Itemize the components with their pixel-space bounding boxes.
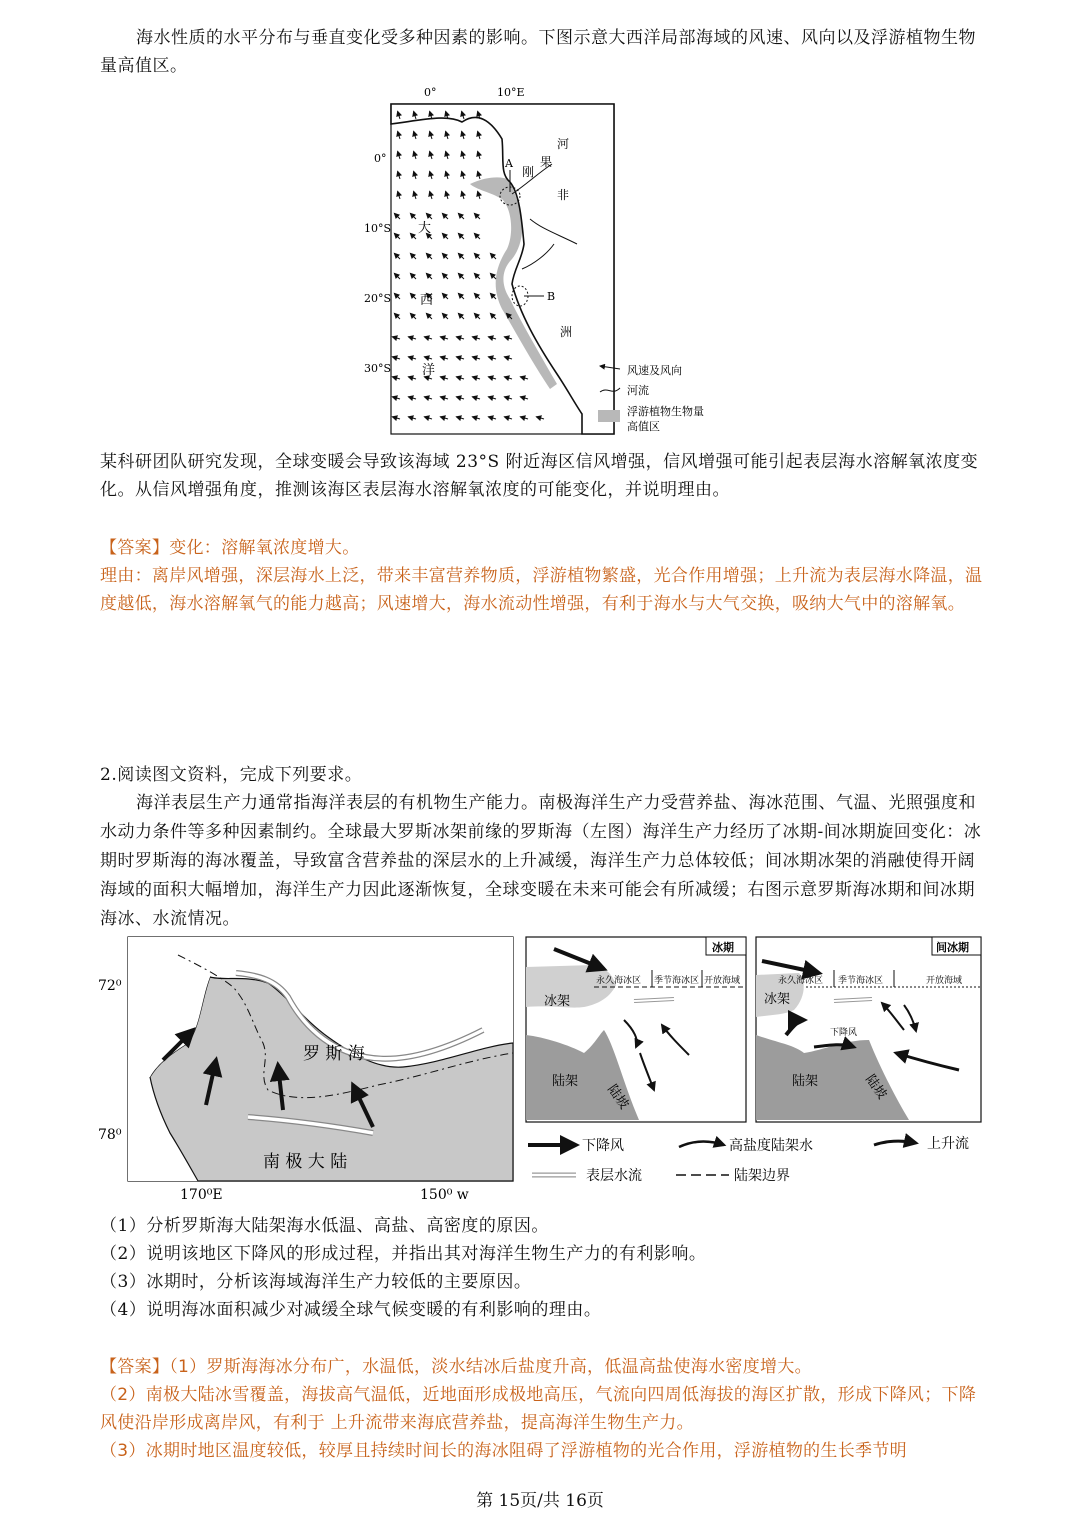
panel-glacial-title: 冰期 — [712, 941, 734, 954]
point-a-label: A — [505, 157, 513, 170]
land-label-2: 非 — [557, 188, 570, 202]
legend-saline-label: 高盐度陆架水 — [729, 1138, 813, 1154]
interglacial-ice-shelf-label: 冰架 — [764, 992, 791, 1007]
lat-label-72: 72⁰ — [98, 978, 122, 994]
lat-label-20s: 20°S — [364, 292, 392, 305]
lat-label-78: 78⁰ — [98, 1127, 122, 1143]
glacial-zone3: 开放海域 — [704, 976, 741, 986]
glacial-zone2: 季节海冰区 — [654, 976, 700, 986]
land-label-1: 刚 — [522, 165, 535, 179]
land-label-3: 洲 — [560, 325, 573, 339]
q2-answer-3: （3）冰期时地区温度较低，较厚且持续时间长的海冰阻碍了浮游植物的光合作用，浮游植物的生长季节明 — [100, 1441, 907, 1461]
ross-sea-map — [98, 935, 518, 1207]
legend-shelf-edge-label: 陆架边界 — [734, 1168, 790, 1184]
glacial-shelf-label: 陆架 — [552, 1074, 579, 1089]
legend-river-label: 河流 — [627, 384, 649, 397]
q1-question: 某科研团队研究发现，全球变暖会导致该海域 23°S 附近海区信风增强，信风增强可能引起表层海水溶解氧浓度变化。从信风增强角度，推测该海区表层海水溶解氧浓度的可能变化，并说明理由。 — [100, 452, 979, 500]
lat-label-30s: 30°S — [364, 362, 392, 375]
atlantic-map — [362, 84, 742, 439]
lon-label-150w: 150⁰ w — [420, 1187, 469, 1203]
q2-intro: 海洋表层生产力通常指海洋表层的有机物生产能力。南极海洋生产力受营养盐、海冰范围、气温、光照强度和水动力条件等多种因素制约。全球最大罗斯冰架前缘的罗斯海（左图）海洋生产力经历了冰期-间冰期旋回变化：冰期时罗斯海的海冰覆盖，导致富含营养盐的深层水的上升减缓，海洋生产力总体较低；间冰期冰架的消融使得开阔海域的面积大幅增加，海洋生产力因此逐渐恢复，全球变暖在未来可能会有所减缓；右图示意罗斯海冰期和间冰期海冰、水流情况。 — [100, 793, 982, 929]
interglacial-zone3: 开放海域 — [926, 976, 963, 986]
lon-label-170e: 170⁰E — [180, 1187, 223, 1203]
q2-question-1: （1）分析罗斯海大陆架海水低温、高盐、高密度的原因。 — [100, 1216, 549, 1236]
lon-label-0: 0° — [424, 86, 437, 99]
legend-plankton-label-1: 浮游植物生物量 — [627, 405, 704, 418]
ocean-label-1: 大 — [418, 221, 432, 236]
interglacial-zone2: 季节海冰区 — [838, 976, 884, 986]
legend-plankton-icon — [598, 410, 620, 422]
antarctica-label: 南 极 大 陆 — [263, 1152, 348, 1172]
river-label-1: 河 — [557, 137, 570, 151]
lat-label-0: 0° — [374, 152, 387, 165]
glacial-slope-label: 陆坡 — [604, 1082, 632, 1113]
q2-title: 2.阅读图文资料，完成下列要求。 — [100, 765, 363, 785]
glacial-panels — [524, 935, 984, 1195]
glacial-ice-shelf-label: 冰架 — [544, 994, 571, 1009]
page-footer: 第 15页/共 16页 — [476, 1491, 604, 1511]
interglacial-slope-label: 陆坡 — [862, 1072, 890, 1103]
q1-intro: 海水性质的水平分布与垂直变化受多种因素的影响。下图示意大西洋局部海域的风速、风向以及浮游植物生物量高值区。 — [100, 28, 976, 76]
legend-upwelling-icon — [874, 1141, 916, 1145]
q2-question-4: （4）说明海冰面积减少对减缓全球气候变暖的有利影响的理由。 — [100, 1300, 602, 1320]
legend-surface-flow-label: 表层水流 — [586, 1168, 642, 1184]
q1-answer-line2: 理由：离岸风增强，深层海水上泛，带来丰富营养物质，浮游植物繁盛，光合作用增强；上升流为表层海水降温，温度越低，海水溶解氧气的能力越高；风速增大，海水流动性增强，有利于海水与大气交换，吸纳大气中的溶解氧。 — [100, 566, 983, 614]
q2-answer-1: 【答案】（1）罗斯海海冰分布广，水温低，淡水结冰后盐度升高，低温高盐使海水密度增大。 — [100, 1357, 812, 1377]
legend-saline-icon — [679, 1141, 724, 1147]
ross-sea-label: 罗 斯 海 — [303, 1044, 365, 1064]
legend-wind-label: 风速及风向 — [627, 364, 682, 377]
q2-question-3: （3）冰期时，分析该海域海洋生产力较低的主要原因。 — [100, 1272, 532, 1292]
legend-plankton-label-2: 高值区 — [627, 420, 660, 433]
glacial-zone1: 永久海冰区 — [596, 976, 642, 986]
q1-answer-line1: 【答案】变化：溶解氧浓度增大。 — [100, 538, 360, 558]
interglacial-katabatic-label: 下降风 — [830, 1028, 858, 1038]
q2-question-2: （2）说明该地区下降风的形成过程，并指出其对海洋生物生产力的有利影响。 — [100, 1244, 707, 1264]
point-b-label: B — [547, 290, 556, 303]
panel-interglacial-title: 间冰期 — [936, 941, 969, 954]
river-label-2: 果 — [540, 155, 553, 169]
lat-label-10s: 10°S — [364, 222, 392, 235]
panel-glacial — [526, 937, 746, 1122]
panel-interglacial — [756, 937, 981, 1122]
ocean-label-3: 洋 — [422, 363, 436, 378]
interglacial-shelf-label: 陆架 — [792, 1074, 819, 1089]
legend-katabatic-label: 下降风 — [582, 1138, 624, 1154]
ocean-label-2: 西 — [420, 293, 434, 308]
legend-upwelling-label: 上升流 — [927, 1136, 969, 1152]
interglacial-zone1: 永久海冰区 — [778, 976, 824, 986]
q2-answer-2: （2）南极大陆冰雪覆盖，海拔高气温低，近地面形成极地高压，气流向四周低海拔的海区扩散，形成下降风；下降风使沿岸形成离岸风，有利于 上升流带来海底营养盐，提高海洋生物生产力。 — [100, 1385, 977, 1433]
lon-label-10e: 10°E — [497, 86, 525, 99]
